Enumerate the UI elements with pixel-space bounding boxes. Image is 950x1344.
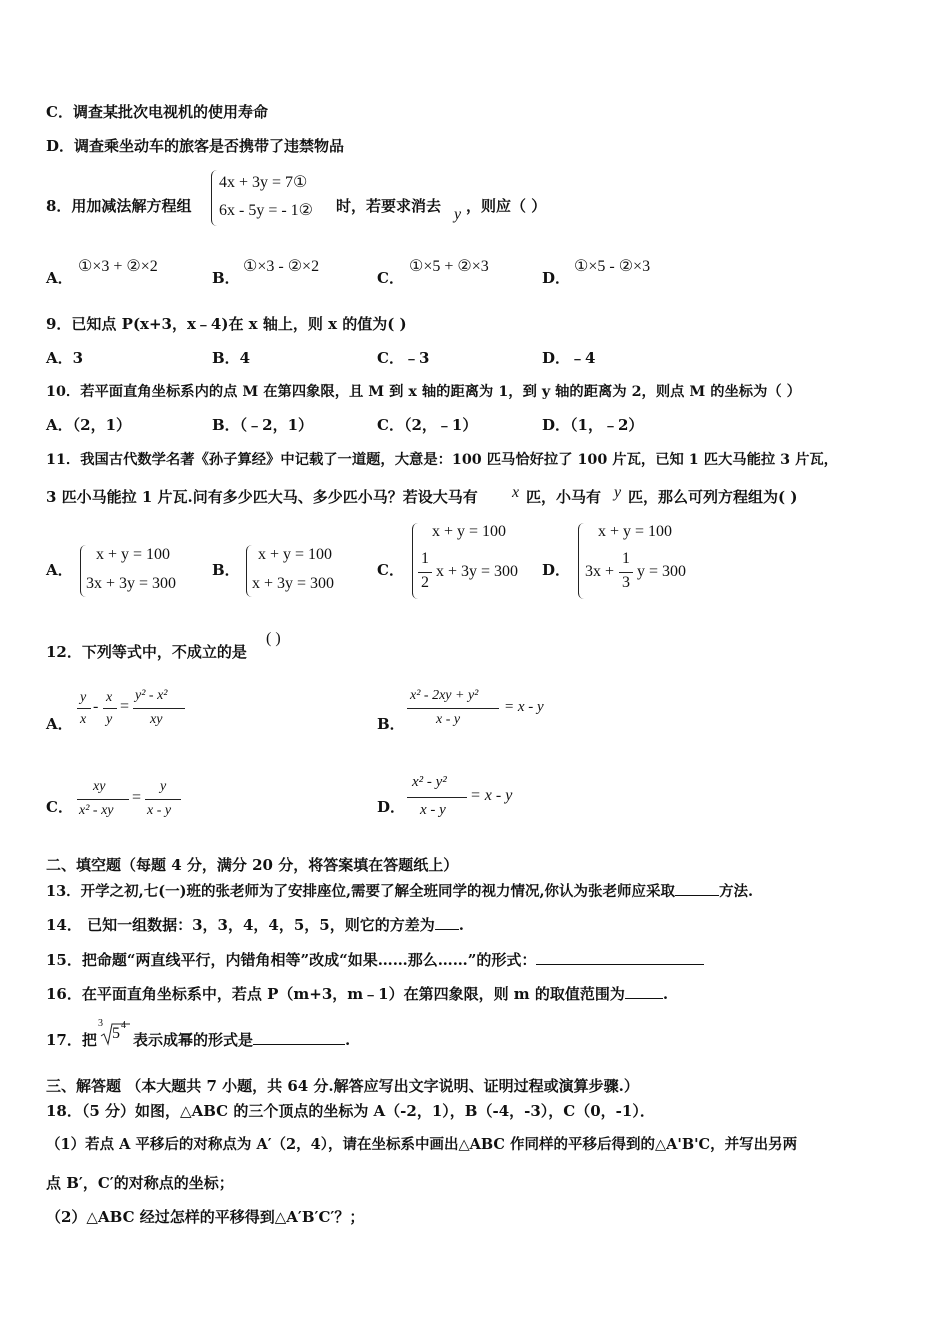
q12-a-op: -	[93, 698, 99, 715]
q12-d-bar	[407, 797, 467, 798]
q11-line1: 11．我国古代数学名著《孙子算经》中记载了一道题，大意是：100 匹马恰好拉了 100 片瓦，已知 1 匹大马能拉 3 片瓦，	[46, 452, 838, 468]
q11-option-b-label: B．	[212, 561, 240, 579]
q8-option-b-expr: ①×3 - ②×2	[243, 258, 320, 275]
q11-var-x: x	[512, 484, 520, 501]
q12-b-bar	[407, 708, 499, 709]
q11-line2c: 匹，那么可列方程组为( )	[628, 488, 798, 506]
q11-option-c-label: C．	[377, 561, 404, 579]
q18-part2: （2）△ABC 经过怎样的平移得到△A′B′C′？；	[46, 1208, 365, 1226]
q10-stem: 10．若平面直角坐标系内的点 M 在第四象限，且 M 到 x 轴的距离为 1，到 y 轴的距离为 2，则点 M 的坐标为（ ）	[46, 384, 801, 400]
q12-a-f1-bar	[77, 708, 91, 709]
q8-option-c-label: C．	[377, 269, 404, 287]
q17	[133, 1030, 350, 1050]
q12-d-num: x² - y²	[412, 774, 447, 790]
q12-d-den: x - y	[420, 802, 446, 818]
q11-option-c-eq2: x + 3y = 300	[436, 563, 519, 580]
q12-c-f1-bar	[77, 799, 129, 800]
q17-text: 表示成幂的形式是	[133, 1031, 254, 1049]
q12-option-c-label: C．	[46, 798, 73, 816]
q8-mid: 时，若要求消去	[336, 197, 442, 215]
q12-option-a-label: A．	[46, 715, 73, 733]
q13-text: 13．开学之初,七(一)班的张老师为了安排座位,需要了解全班同学的视力情况,你认为张老师应采取	[46, 883, 676, 900]
q10-option-b: B．（﹣2，1）	[212, 416, 314, 434]
q8-prefix: 8．用加减法解方程组	[46, 197, 192, 215]
q9-option-a: A．3	[46, 349, 84, 367]
q12-c-f2-bar	[145, 799, 181, 800]
q17-blank[interactable]	[253, 1030, 345, 1045]
q11-option-d-label: D．	[542, 561, 571, 579]
q11-option-d-eq2-post: y = 300	[637, 563, 687, 580]
q12-a-eq: =	[120, 698, 130, 715]
q11-var-y: y	[614, 484, 622, 501]
q12-option-b-label: B．	[377, 715, 405, 733]
q12-d-rhs: = x - y	[470, 787, 513, 804]
q9-stem: 9．已知点 P(x+3，x﹣4)在 x 轴上，则 x 的值为( )	[46, 315, 407, 333]
q10-option-d: D．（1，﹣2）	[542, 416, 644, 434]
q11-option-c-brace	[412, 523, 419, 599]
q12-option-d-label: D．	[377, 798, 406, 816]
q12-a-f1-num: y	[80, 690, 87, 705]
q14-text: 14． 已知一组数据：3，3，4，4，5，5，则它的方差为	[46, 916, 435, 934]
q11-line2a: 3 匹小马能拉 1 片瓦.问有多少匹大马、多少匹小马？若设大马有	[46, 488, 478, 506]
q11-option-a-eq2: 3x + 3y = 300	[86, 575, 177, 592]
q17-root-index: 3	[98, 1018, 103, 1029]
q8-eq2: 6x - 5y = - 1②	[219, 202, 314, 219]
q12-a-f3-bar	[133, 708, 185, 709]
q8-var: y	[454, 206, 462, 223]
q15	[46, 950, 704, 970]
q12-a-f3-num: y² - x²	[135, 688, 168, 703]
q17-prefix: 17．把	[46, 1031, 97, 1049]
q14-blank[interactable]	[435, 915, 459, 930]
q8-option-b-label: B．	[212, 269, 240, 287]
q11-option-b-eq2: x + 3y = 300	[252, 575, 335, 592]
q8-option-d-label: D．	[542, 269, 571, 287]
q18-stem: 18．（5 分）如图，△ABC 的三个顶点的坐标为 A（-2，1），B（-4，-3），C（0，-1）．	[46, 1102, 655, 1120]
q13	[46, 881, 753, 902]
q12-stem: 12．下列等式中，不成立的是	[46, 643, 247, 661]
q11-option-b-eq1: x + y = 100	[258, 546, 333, 563]
q12-b-rhs: = x - y	[504, 699, 544, 715]
section3-title: 三、解答题 （本大题共 7 小题，共 64 分.解答应写出文字说明、证明过程或演算步骤.）	[46, 1077, 639, 1095]
q8-eq1: 4x + 3y = 7①	[219, 174, 308, 191]
q15-text: 15．把命题“两直线平行，内错角相等”改成“如果……那么……”的形式：	[46, 951, 537, 969]
q11-option-c-frac-den: 2	[421, 574, 429, 591]
section2-title: 二、填空题（每题 4 分，满分 20 分，将答案填在答题纸上）	[46, 856, 459, 874]
q12-b-num: x² - 2xy + y²	[410, 688, 479, 703]
q11-option-d-frac-den: 3	[622, 574, 630, 591]
q10-option-c: C．（2，﹣1）	[377, 416, 478, 434]
q11-option-d-eq2-pre: 3x +	[585, 563, 615, 580]
q13-tail: 方法.	[719, 883, 754, 900]
q14-tail: .	[458, 916, 464, 934]
q16-blank[interactable]	[625, 984, 663, 999]
q11-option-a-label: A．	[46, 561, 73, 579]
q11-option-a-eq1: x + y = 100	[96, 546, 171, 563]
q8-suffix: ，则应（ ）	[466, 197, 547, 215]
q11-option-c-frac-bar	[418, 572, 432, 573]
q15-blank[interactable]	[536, 950, 704, 965]
q17-root-exp: 4	[121, 1020, 126, 1031]
q9-option-d: D．﹣4	[542, 349, 596, 367]
q11-option-d-eq1: x + y = 100	[598, 523, 673, 540]
q18-part1-line1: （1）若点 A 平移后的对称点为 A′（2，4），请在坐标系中画出△ABC 作同样的平移后得到的△A'B'C，并写出另两	[46, 1136, 798, 1153]
q12-a-f2-bar	[103, 708, 117, 709]
q9-option-c: C．﹣3	[377, 349, 430, 367]
q8-system-brace	[211, 170, 218, 226]
q11-option-d-frac-bar	[619, 572, 633, 573]
q12-a-f3-den: xy	[150, 712, 163, 727]
q8-option-c-expr: ①×5 + ②×3	[409, 258, 489, 275]
q11-option-d-brace	[578, 523, 585, 599]
q8-option-a-expr: ①×3 + ②×2	[78, 258, 158, 275]
q13-blank[interactable]	[675, 881, 719, 896]
q11-option-c-eq1: x + y = 100	[432, 523, 507, 540]
q12-c-eq: =	[132, 789, 142, 806]
q12-a-f2-den: y	[106, 712, 113, 727]
q11-option-c-frac-num: 1	[421, 550, 429, 567]
q12-a-f2-num: x	[106, 690, 113, 705]
q11-option-d-frac-num: 1	[622, 550, 630, 567]
q12-paren: ( )	[266, 630, 281, 647]
q12-b-den: x - y	[436, 712, 461, 727]
q14	[46, 915, 464, 935]
q16	[46, 984, 668, 1004]
q9-option-b: B．4	[212, 349, 251, 367]
q10-option-a: A．（2，1）	[46, 416, 132, 434]
q17-root-base: 5	[112, 1025, 120, 1042]
q16-tail: .	[662, 985, 669, 1003]
q12-c-f1-den: x² - xy	[79, 803, 114, 818]
q18-part1-line2: 点 B′，C′的对称点的坐标；	[46, 1174, 234, 1192]
q12-c-f2-num: y	[160, 779, 167, 794]
q12-a-f1-den: x	[80, 712, 87, 727]
q8-option-a-label: A．	[46, 269, 73, 287]
q7-option-d: D．调查乘坐动车的旅客是否携带了违禁物品	[46, 137, 345, 155]
q12-c-f2-den: x - y	[147, 803, 172, 818]
q7-option-c: C．调查某批次电视机的使用寿命	[46, 103, 268, 121]
q12-c-f1-num: xy	[93, 779, 106, 794]
q16-text: 16．在平面直角坐标系中，若点 P（m+3，m﹣1）在第四象限，则 m 的取值范围为	[46, 985, 625, 1003]
q17-tail: .	[345, 1031, 351, 1049]
q11-line2b: 匹，小马有	[526, 488, 602, 506]
q8-option-d-expr: ①×5 - ②×3	[574, 258, 651, 275]
